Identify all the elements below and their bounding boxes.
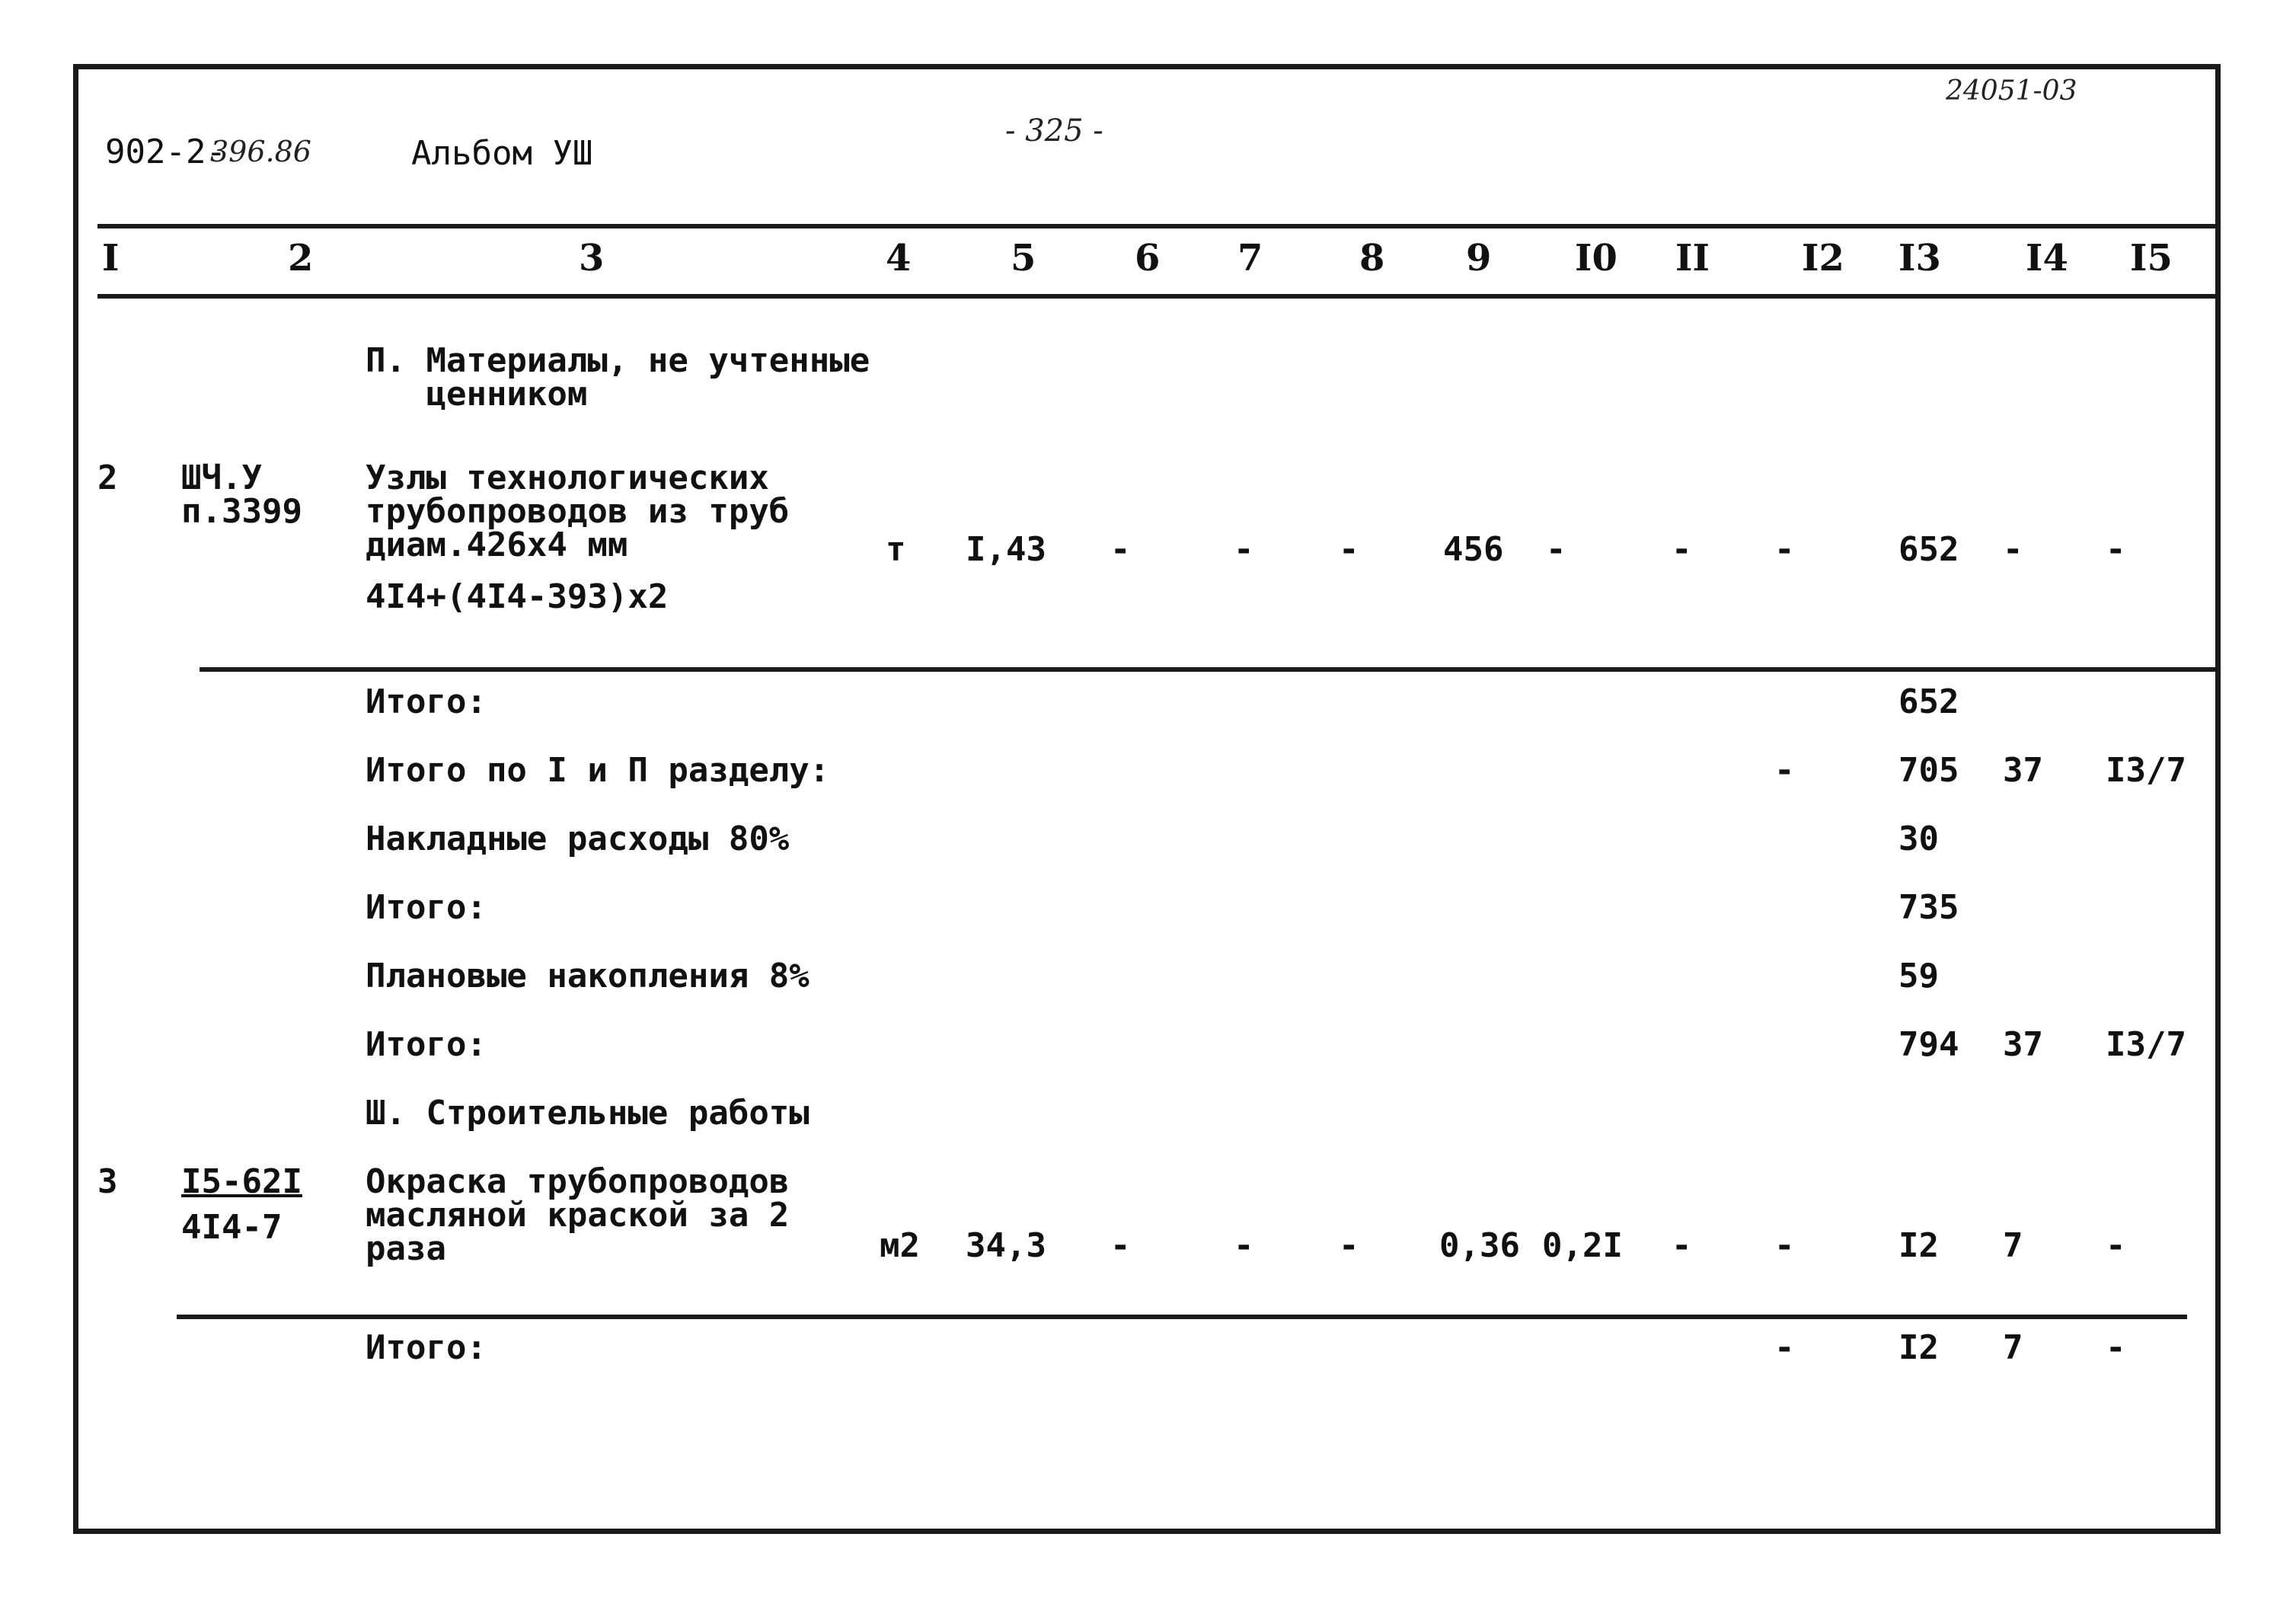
item-code: ШЧ.У п.3399 (181, 459, 302, 531)
col-10: I0 (1575, 237, 1617, 280)
total-label: Итого: (366, 888, 487, 927)
total-col-15: I3/7 (2106, 1025, 2186, 1064)
total-col-13: I2 (1898, 1328, 1939, 1367)
item-name: Узлы технологических трубопроводов из труб диам.426х4 мм (366, 459, 790, 564)
header-top-rule (97, 224, 2216, 228)
document-frame (73, 64, 2221, 1534)
cell-col-7: - (1234, 1226, 1254, 1265)
total-label: Итого: (366, 1328, 487, 1367)
section-2-title: П. Материалы, не учтенные ценником (366, 341, 870, 414)
total-label: Накладные расходы 80% (366, 820, 790, 858)
item-formula: 4I4+(4I4-393)x2 (366, 577, 669, 616)
doc-code-handwritten: 396.86 (210, 135, 311, 168)
col-1: I (102, 237, 120, 280)
total-col-13: 735 (1898, 888, 1959, 927)
total-col-15: I3/7 (2106, 751, 2186, 790)
cell-col-14: - (2003, 530, 2023, 569)
col-6: 6 (1135, 237, 1161, 280)
page-number: - 325 - (1005, 113, 1103, 149)
col-13: I3 (1898, 237, 1941, 280)
cell-col-10: - (1546, 530, 1566, 569)
total-col-12: - (1774, 751, 1795, 790)
cell-col-10: 0,2I (1542, 1226, 1623, 1265)
item-name: Окраска трубопроводов масляной краской за 2 раза (366, 1162, 790, 1268)
total-col-14: 7 (2003, 1328, 2023, 1367)
total-col-14: 37 (2003, 1025, 2043, 1064)
cell-col-7: - (1234, 530, 1254, 569)
total-col-13: 794 (1898, 1025, 1959, 1064)
doc-code: 902-2- (105, 133, 226, 171)
cell-col-8: - (1339, 1226, 1359, 1265)
item-quantity: I,43 (966, 530, 1046, 569)
cell-col-12: - (1774, 530, 1795, 569)
col-11: II (1675, 237, 1710, 280)
cell-col-9: 456 (1443, 530, 1504, 569)
item-3-rule (177, 1315, 2187, 1319)
total-col-13: 652 (1898, 682, 1959, 721)
item-code-top: I5-62I (181, 1162, 302, 1201)
total-col-12: - (1774, 1328, 1795, 1367)
item-number: 3 (97, 1162, 118, 1201)
item-unit: м2 (880, 1226, 920, 1265)
cell-col-11: - (1672, 530, 1692, 569)
col-12: I2 (1802, 237, 1844, 280)
item-2-rule (200, 667, 2216, 672)
col-8: 8 (1359, 237, 1385, 280)
cell-col-13: I2 (1898, 1226, 1939, 1265)
total-col-15: - (2106, 1328, 2126, 1367)
total-col-13: 59 (1898, 957, 1939, 995)
cell-col-11: - (1672, 1226, 1692, 1265)
col-2: 2 (288, 237, 314, 280)
section-3-title: Ш. Строительные работы (366, 1094, 810, 1133)
item-quantity: 34,3 (966, 1226, 1046, 1265)
col-7: 7 (1237, 237, 1263, 280)
cell-col-6: - (1110, 530, 1131, 569)
total-col-13: 705 (1898, 751, 1959, 790)
cell-col-12: - (1774, 1226, 1795, 1265)
item-number: 2 (97, 459, 118, 497)
cell-col-8: - (1339, 530, 1359, 569)
total-label: Итого: (366, 1025, 487, 1064)
item-code-bottom: 4I4-7 (181, 1208, 283, 1247)
total-col-14: 37 (2003, 751, 2043, 790)
col-14: I4 (2026, 237, 2068, 280)
album-label: Альбом УШ (411, 134, 593, 173)
cell-col-9: 0,36 (1439, 1226, 1520, 1265)
cell-col-15: - (2106, 530, 2126, 569)
total-col-13: 30 (1898, 820, 1939, 858)
cell-col-6: - (1110, 1226, 1131, 1265)
col-9: 9 (1466, 237, 1492, 280)
cell-col-15: - (2106, 1226, 2126, 1265)
col-4: 4 (886, 237, 912, 280)
total-label: Итого: (366, 682, 487, 721)
header-bottom-rule (97, 294, 2216, 299)
cell-col-14: 7 (2003, 1226, 2023, 1265)
item-unit: т (886, 530, 906, 569)
col-15: I5 (2130, 237, 2173, 280)
archive-number: 24051-03 (1946, 75, 2077, 107)
total-label: Итого по I и П разделу: (366, 751, 830, 790)
total-label: Плановые накопления 8% (366, 957, 810, 995)
cell-col-13: 652 (1898, 530, 1959, 569)
col-3: 3 (579, 237, 605, 280)
col-5: 5 (1011, 237, 1036, 280)
